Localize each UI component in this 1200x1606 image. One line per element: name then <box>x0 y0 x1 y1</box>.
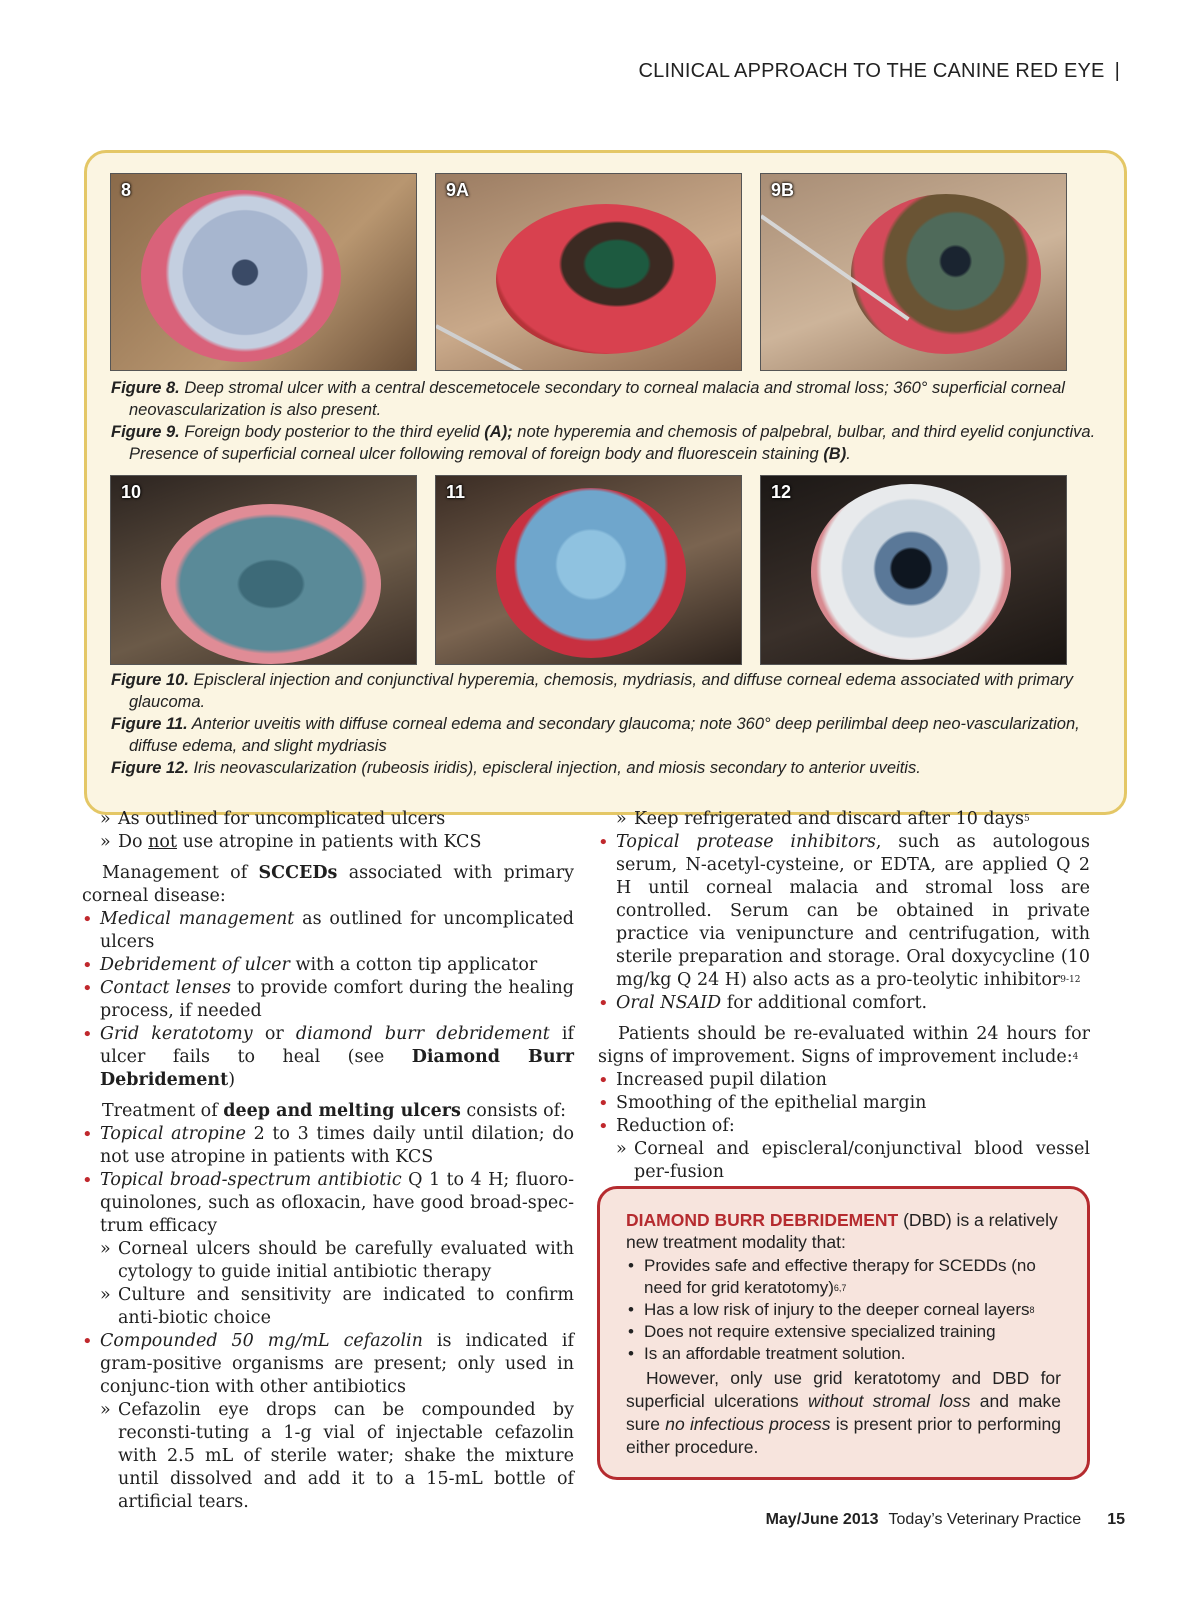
figure-label: 8 <box>121 180 132 200</box>
magazine-name: Today’s Veterinary Practice <box>888 1511 1082 1528</box>
term: Debridement of ulcer <box>100 955 290 975</box>
caption-text: Foreign body posterior to the third eyelid <box>184 423 480 441</box>
sidebar-lead <box>626 1209 1061 1253</box>
figure-label: 9B <box>771 180 795 200</box>
figure-label: 11 <box>446 482 466 502</box>
text: if ulcer fails to heal (see <box>100 1024 574 1067</box>
text: Management of <box>102 863 248 883</box>
caption-figure-9 <box>111 421 1111 465</box>
emphasis: without stromal loss <box>807 1391 971 1411</box>
caption-label: Figure 9. <box>111 423 180 441</box>
text: Has a low risk of injury to the deeper corneal layers <box>644 1300 1030 1319</box>
text: Corneal and episcleral/conjunctival blood vessel per-fusion <box>634 1139 1090 1182</box>
term: Contact lenses <box>100 978 231 998</box>
eye-shape <box>496 204 716 354</box>
list-item <box>626 1255 1061 1299</box>
caption-text: Deep stromal ulcer with a central descemetocele secondary to corneal malacia and stromal loss; 360° superficial corneal neovascularization is also present. <box>129 379 1065 419</box>
text: Patients should be re-evaluated within 24 hours for signs of improvement. Signs of improvement include: <box>598 1024 1090 1067</box>
caption-text: Episcleral injection and conjunctival hyperemia, chemosis, mydriasis, and diffuse corneal edema associated with primary glaucoma. <box>129 671 1074 711</box>
text: Do <box>118 832 143 852</box>
paragraph-deep-ulcers <box>82 1100 574 1123</box>
figure-label: 12 <box>771 482 792 502</box>
issue-date: May/June 2013 <box>765 1511 879 1528</box>
bullet-item <box>82 954 574 977</box>
list-item <box>626 1321 1061 1343</box>
header-divider: | <box>1114 60 1120 82</box>
photo-figure-9a <box>435 173 742 371</box>
caption-text: . <box>846 445 851 463</box>
caption-label: Figure 8. <box>111 379 180 397</box>
caption-label: Figure 11. <box>111 715 188 733</box>
eye-shape <box>851 194 1041 354</box>
text: Keep refrigerated and discard after 10 days <box>634 809 1024 829</box>
text: is present prior to performing either procedure. <box>626 1414 1061 1457</box>
dbd-sidebar <box>597 1186 1090 1480</box>
text: Increased pupil dilation <box>616 1070 827 1090</box>
bullet-item <box>82 1023 574 1092</box>
term: Grid keratotomy <box>100 1024 253 1044</box>
bullet-item <box>598 992 1090 1015</box>
cross-reference: Diamond Burr Debridement <box>100 1047 574 1090</box>
term: Topical protease inhibitors <box>616 832 876 852</box>
citation: 5 <box>1023 814 1030 824</box>
sidebar-list <box>626 1255 1061 1365</box>
text: Q 1 to 4 H; fluoro-quinolones, such as ofloxacin, have good broad-spec-trum efficacy <box>100 1170 574 1236</box>
text: or <box>264 1024 284 1044</box>
citation: 6,7 <box>833 1283 847 1293</box>
term: Topical atropine <box>100 1124 246 1144</box>
caption-group-bottom <box>111 669 1111 779</box>
caption-group-top <box>111 377 1111 465</box>
text: Corneal ulcers should be carefully evaluated with cytology to guide initial antibiotic therapy <box>118 1239 574 1282</box>
text: Provides safe and effective therapy for SCEDDs (no need for grid keratotomy) <box>644 1256 1036 1297</box>
bullet-item <box>82 1330 574 1399</box>
text: is indicated if gram-positive organisms are present; only used in conjunc-tion with other antibiotics <box>100 1331 574 1397</box>
sidebar-title: DIAMOND BURR DEBRIDEMENT <box>626 1210 899 1230</box>
bullet-item <box>598 1115 1090 1138</box>
text: ) <box>228 1070 236 1090</box>
paragraph-reevaluation <box>598 1023 1090 1069</box>
bullet-item <box>598 831 1090 992</box>
paragraph-scceds <box>82 862 574 908</box>
sidebar-closing <box>626 1367 1061 1459</box>
caption-label: Figure 10. <box>111 671 189 689</box>
eye-shape <box>496 488 686 658</box>
eye-shape <box>141 190 341 362</box>
caption-figure-11 <box>111 713 1111 757</box>
emphasis: no infectious process <box>665 1414 831 1434</box>
text: for additional comfort. <box>726 993 928 1013</box>
figure-label: 9A <box>446 180 470 200</box>
bullet-item <box>82 1169 574 1238</box>
bullet-item <box>82 908 574 954</box>
caption-figure-8 <box>111 377 1111 421</box>
caption-text: note hyperemia and chemosis of palpebral, bulbar, and third eyelid conjunctiva. Presence of superficial corneal ulcer following removal of foreign body and fluorescein staining <box>129 423 1096 463</box>
text: Treatment of <box>102 1101 218 1121</box>
text: Does not require extensive specialized training <box>644 1322 996 1341</box>
caption-tag: (A); <box>484 423 513 441</box>
emphasis: SCCEDs <box>258 863 338 883</box>
page-footer <box>766 1511 1125 1529</box>
term: Oral NSAID <box>616 993 722 1013</box>
photo-figure-9b <box>760 173 1067 371</box>
running-header <box>639 60 1120 83</box>
sub-bullet <box>82 1238 574 1284</box>
sub-bullet <box>82 1284 574 1330</box>
caption-figure-12 <box>111 757 1111 779</box>
emphasis: deep and melting ulcers <box>223 1101 461 1121</box>
figure-panel <box>84 150 1127 815</box>
term: diamond burr debridement <box>295 1024 550 1044</box>
right-column <box>598 808 1090 1184</box>
sub-bullet <box>598 808 1090 831</box>
caption-tag: (B) <box>823 445 847 463</box>
caption-figure-10 <box>111 669 1111 713</box>
sub-bullet <box>82 831 574 854</box>
text: Smoothing of the epithelial margin <box>616 1093 927 1113</box>
bullet-item <box>82 1123 574 1169</box>
citation: 8 <box>1029 1305 1035 1315</box>
left-column <box>82 808 574 1514</box>
bullet-item <box>82 977 574 1023</box>
text: As outlined for uncomplicated ulcers <box>118 809 446 829</box>
text: However, only use grid keratotomy and DBD for superficial ulcerations <box>626 1368 1061 1411</box>
photo-figure-8 <box>110 173 417 371</box>
text: 2 to 3 times daily until dilation; do not use atropine in patients with KCS <box>100 1124 574 1167</box>
sub-bullet <box>82 808 574 831</box>
figure-label: 10 <box>121 482 142 502</box>
text: (DBD) is a relatively new treatment modality that: <box>626 1210 1058 1252</box>
photo-figure-10 <box>110 475 417 665</box>
text: associated with primary corneal disease: <box>82 863 574 906</box>
caption-label: Figure 12. <box>111 759 189 777</box>
sub-bullet <box>82 1399 574 1514</box>
list-item <box>626 1343 1061 1365</box>
caption-text: Iris neovascularization (rubeosis iridis), episcleral injection, and miosis secondary to anterior uveitis. <box>193 759 921 777</box>
citation: 4 <box>1072 1052 1079 1062</box>
text: Cefazolin eye drops can be compounded by reconsti-tuting a 1-g vial of injectable cefazolin with 2.5 mL of sterile water; shake the mixture until dissolved and add it to a 15-mL bottle of artificial tears. <box>118 1400 574 1512</box>
text: consists of: <box>466 1101 567 1121</box>
text: Reduction of: <box>616 1116 735 1136</box>
eye-shape <box>161 504 381 664</box>
page-number: 15 <box>1107 1511 1125 1528</box>
bullet-item <box>598 1069 1090 1092</box>
bullet-item <box>598 1092 1090 1115</box>
text: as outlined for uncomplicated ulcers <box>100 909 574 952</box>
term: Topical broad-spectrum antibiotic <box>100 1170 402 1190</box>
header-title: CLINICAL APPROACH TO THE CANINE RED EYE <box>638 60 1105 82</box>
citation: 9-12 <box>1060 975 1081 985</box>
list-item <box>626 1299 1061 1321</box>
sub-bullet <box>598 1138 1090 1184</box>
text: with a cotton tip applicator <box>295 955 538 975</box>
eye-shape <box>811 484 1011 660</box>
term: Compounded 50 mg/mL cefazolin <box>100 1331 423 1351</box>
term: Medical management <box>100 909 295 929</box>
text: Is an affordable treatment solution. <box>644 1344 906 1363</box>
text: and make sure <box>626 1391 1061 1434</box>
text: Culture and sensitivity are indicated to confirm anti-biotic choice <box>118 1285 574 1328</box>
text: use atropine in patients with KCS <box>182 832 482 852</box>
photo-figure-11 <box>435 475 742 665</box>
caption-text: Anterior uveitis with diffuse corneal edema and secondary glaucoma; note 360° deep perilimbal deep neo-vascularization, diffuse edema, and slight mydriasis <box>129 715 1080 755</box>
text: to provide comfort during the healing process, if needed <box>100 978 574 1021</box>
photo-figure-12 <box>760 475 1067 665</box>
emphasis: not <box>148 832 177 852</box>
text: , such as autologous serum, N-acetyl-cysteine, or EDTA, are applied Q 2 H until corneal malacia and stromal loss are controlled. Serum can be obtained in private practice via venipuncture and centrifugation, with sterile preparation and storage. Oral doxycycline (10 mg/kg Q 24 H) also acts as a pro-teolytic inhibitor <box>616 832 1090 990</box>
